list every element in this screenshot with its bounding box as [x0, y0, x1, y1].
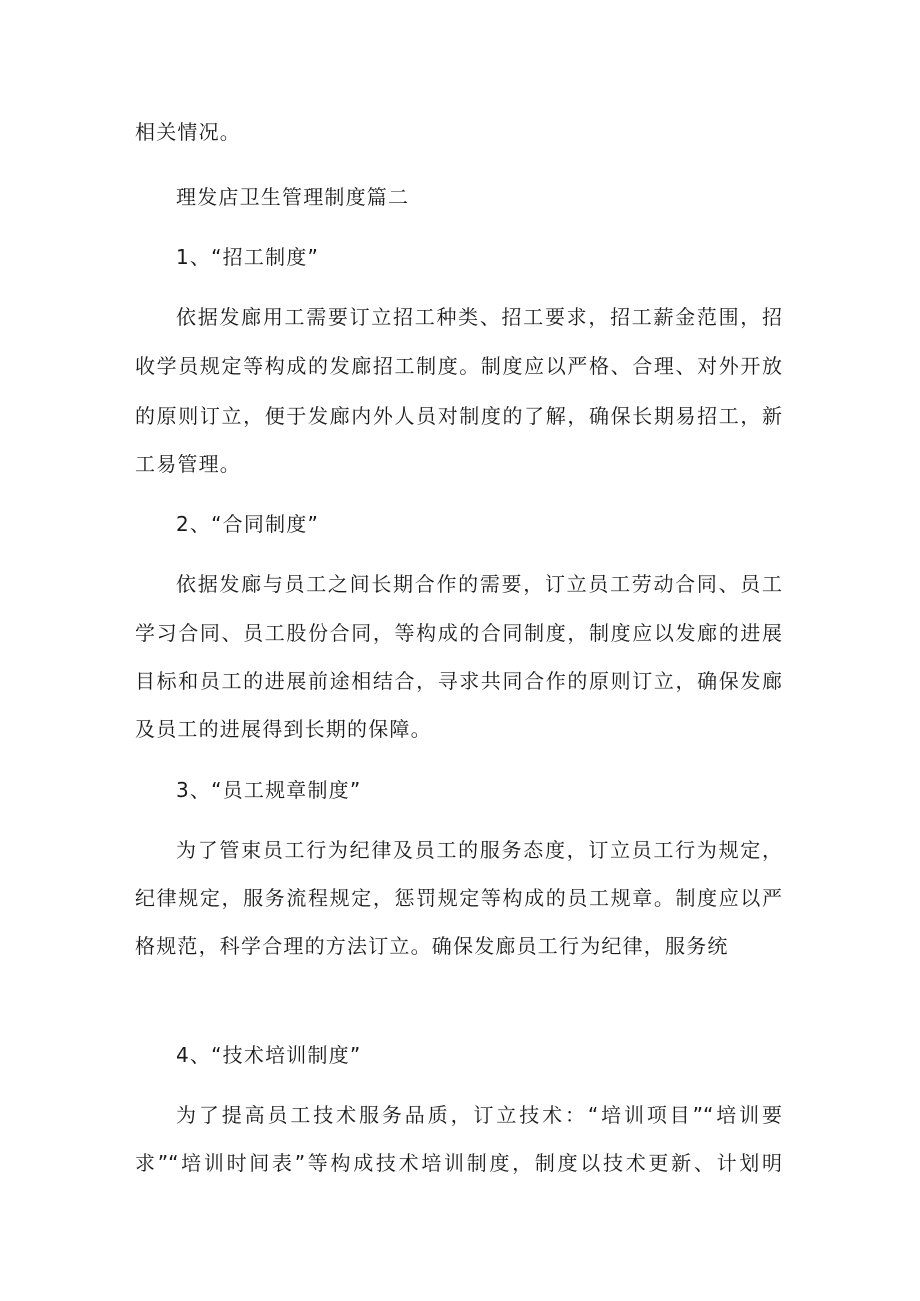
paragraph-line: 的原则订立，便于发廊内外人员对制度的了解，确保长期易招工，新 [135, 404, 782, 428]
section-heading: 理发店卫生管理制度篇二 [176, 185, 410, 209]
paragraph-line: 为了管束员工行为纪律及员工的服务态度，订立员工行为规定， [176, 838, 782, 862]
text-line: 相关情况。 [135, 120, 241, 144]
paragraph-line: 为了提高员工技术服务品质，订立技术：“培训项目”“培训要 [176, 1103, 782, 1127]
item-heading: 3、“员工规章制度” [176, 778, 362, 802]
paragraph-line: 及员工的进展得到长期的保障。 [135, 717, 432, 741]
paragraph-line: 学习合同、员工股份合同，等构成的合同制度，制度应以发廊的进展 [135, 621, 782, 645]
paragraph-line: 格规范，科学合理的方法订立。确保发廊员工行为纪律，服务统 [135, 934, 729, 958]
paragraph-line: 收学员规定等构成的发廊招工制度。制度应以严格、合理、对外开放 [135, 354, 782, 378]
paragraph-line: 依据发廊用工需要订立招工种类、招工要求，招工薪金范围，招 [176, 305, 782, 329]
item-heading: 4、“技术培训制度” [176, 1043, 362, 1067]
item-heading: 1、“招工制度” [176, 245, 320, 269]
paragraph-line: 依据发廊与员工之间长期合作的需要，订立员工劳动合同、员工 [176, 572, 782, 596]
paragraph-line: 工易管理。 [135, 452, 241, 476]
item-heading: 2、“合同制度” [176, 512, 320, 536]
paragraph-line: 纪律规定，服务流程规定，惩罚规定等构成的员工规章。制度应以严 [135, 886, 782, 910]
paragraph-line: 求”“培训时间表”等构成技术培训制度，制度以技术更新、计划明 [135, 1151, 782, 1175]
paragraph-line: 目标和员工的进展前途相结合，寻求共同合作的原则订立，确保发廊 [135, 669, 782, 693]
